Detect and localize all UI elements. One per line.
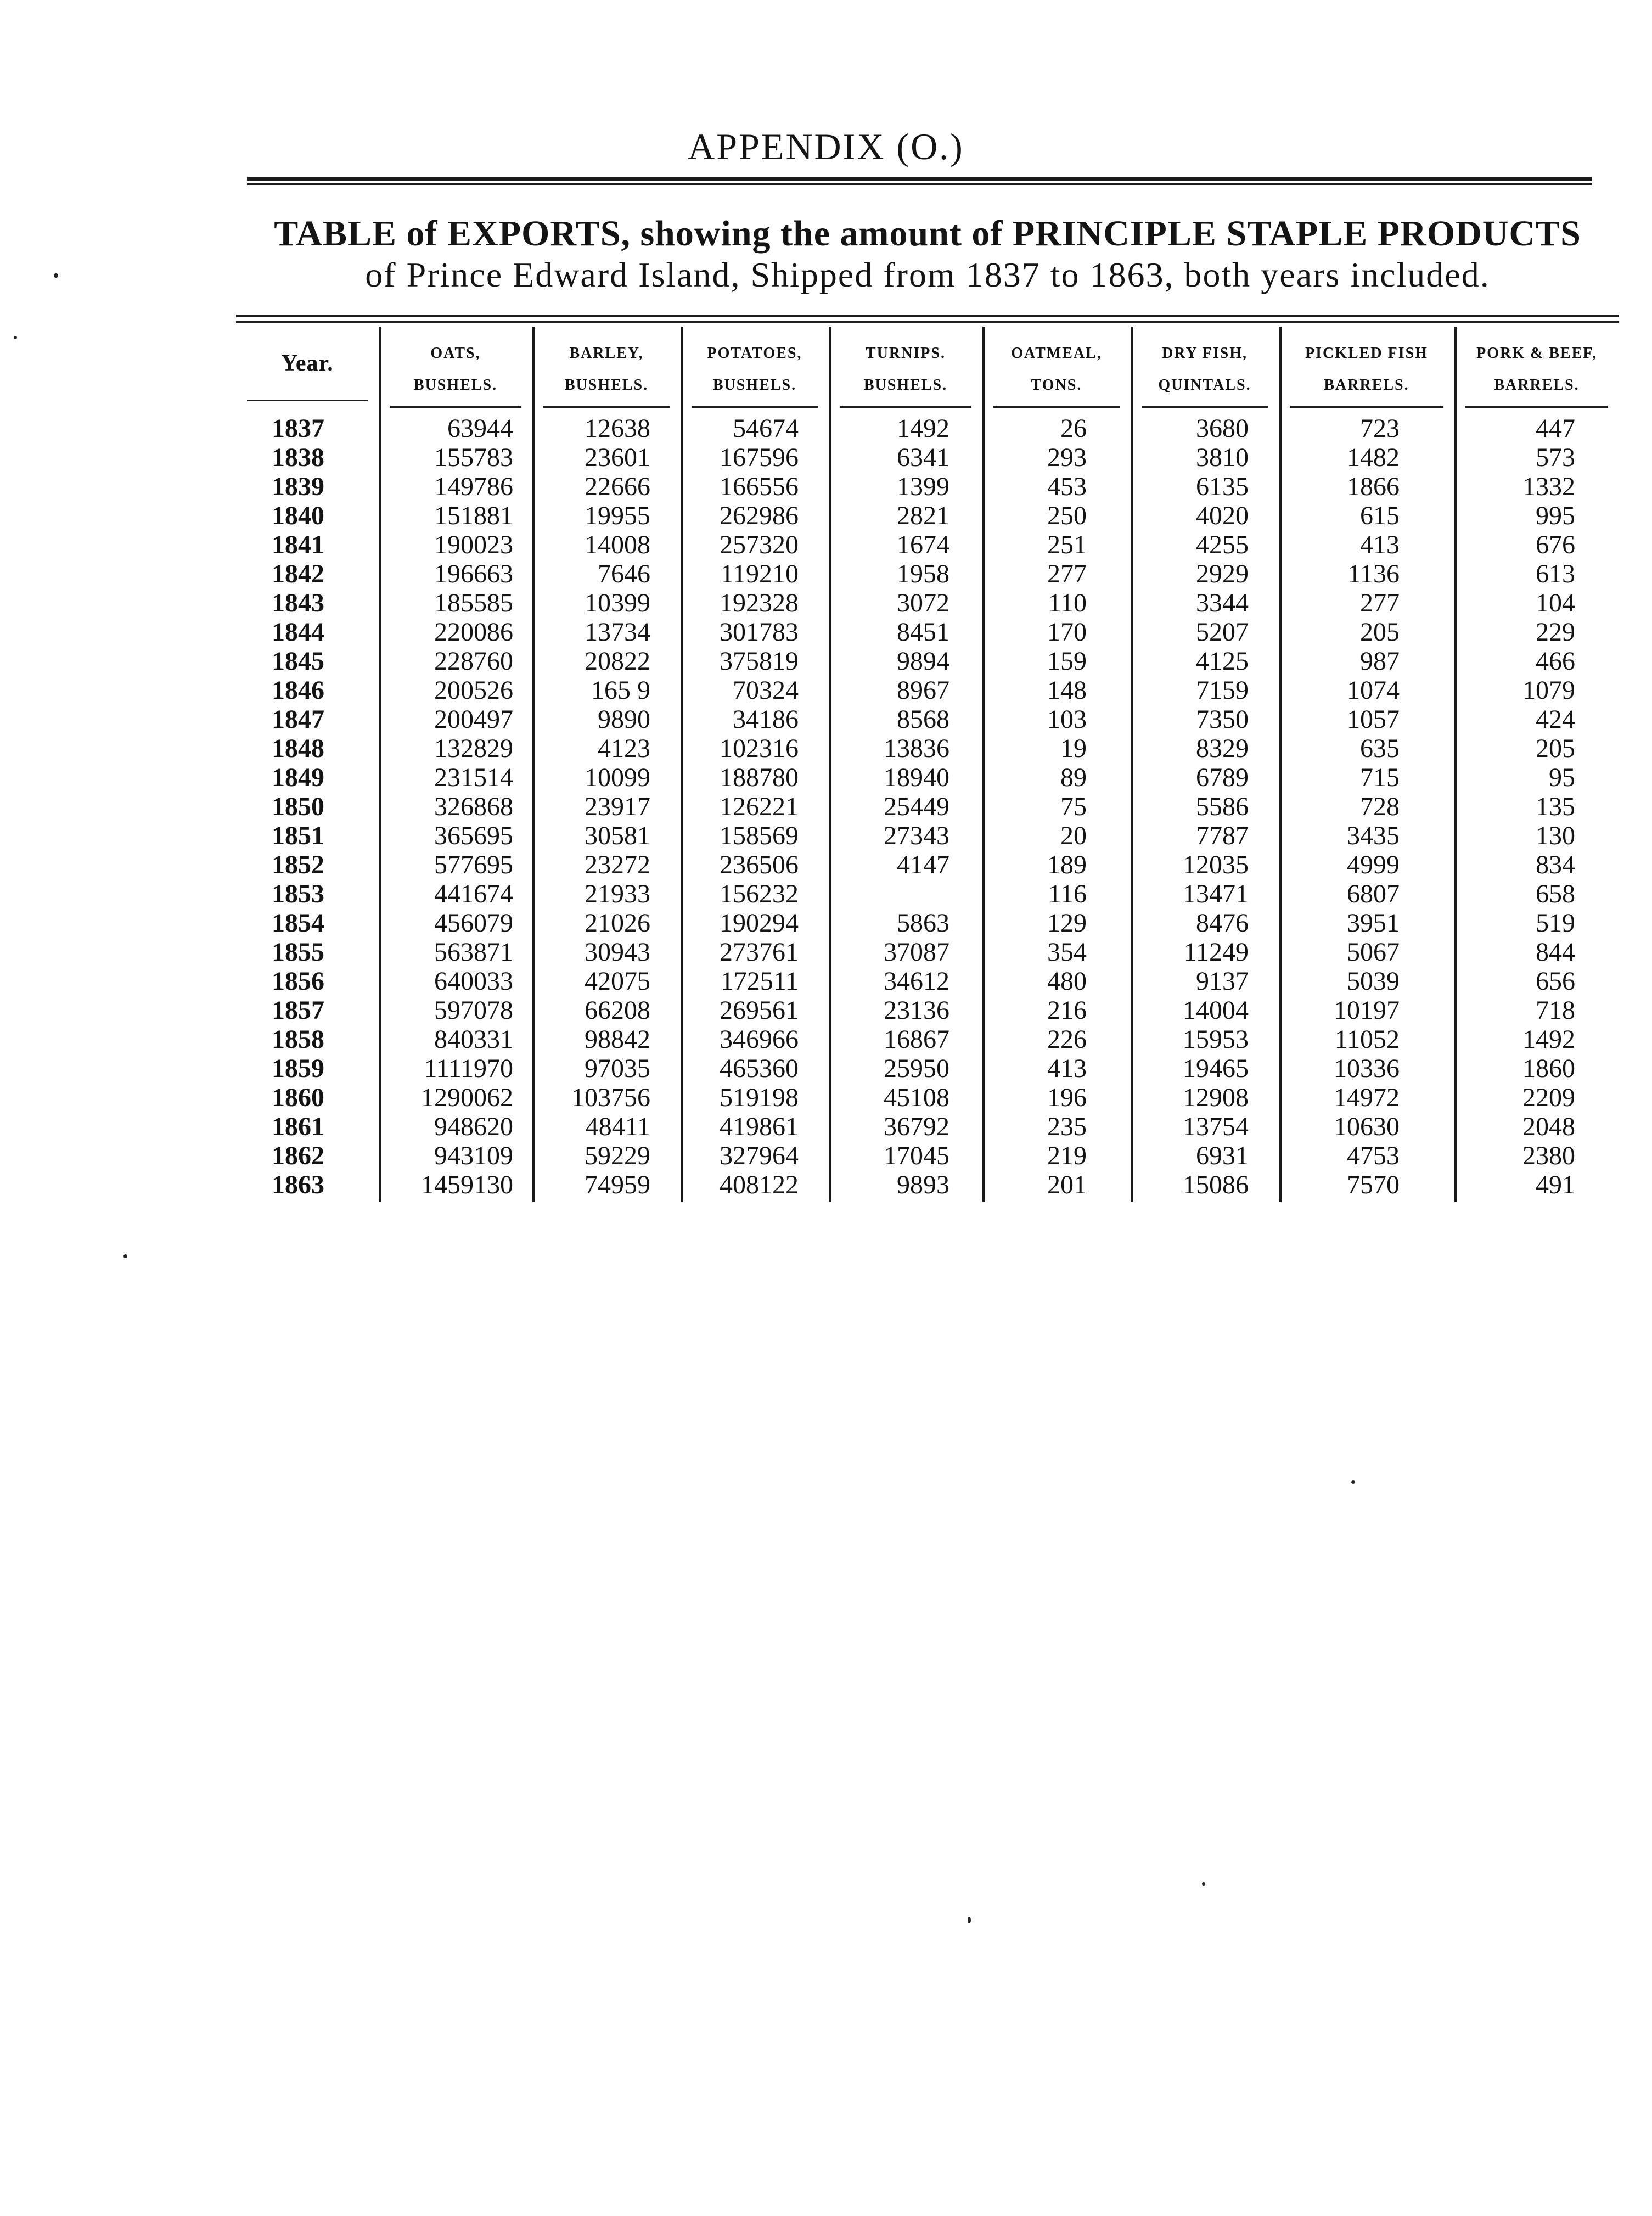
table-cell: 2209	[1522, 1083, 1575, 1112]
table-cell: 408122	[720, 1170, 799, 1199]
table-cell: 2048	[1522, 1112, 1575, 1141]
year-cell: 1862	[272, 1141, 324, 1170]
table-cell: 613	[1536, 559, 1575, 588]
table-cell: 1674	[897, 530, 949, 559]
table-cell: 3810	[1196, 443, 1249, 472]
table-cell: 30943	[585, 938, 650, 967]
table-cell: 135	[1536, 792, 1575, 821]
table-cell: 4147	[897, 850, 949, 879]
table-cell: 235	[1047, 1112, 1087, 1141]
table-title-line2: of Prince Edward Island, Shipped from 1837 to 1863, both years included.	[365, 255, 1490, 294]
table-cell: 4753	[1347, 1141, 1400, 1170]
table-cell: 6807	[1347, 879, 1400, 908]
year-cell: 1860	[272, 1083, 324, 1112]
table-cell: 573	[1536, 443, 1575, 472]
table-cell: 10336	[1334, 1054, 1400, 1083]
table-cell: 1136	[1347, 559, 1400, 588]
table-cell: 11249	[1183, 938, 1249, 967]
header-underline	[1290, 406, 1443, 408]
table-cell: 10399	[585, 588, 650, 618]
table-cell: 130	[1536, 821, 1575, 850]
table-cell: 7159	[1196, 676, 1249, 705]
table-cell: 840331	[434, 1025, 513, 1054]
header-underline	[692, 406, 818, 408]
table-cell: 1459130	[421, 1170, 513, 1199]
table-cell: 250	[1047, 501, 1087, 530]
table-cell: 59229	[585, 1141, 650, 1170]
ink-speck	[1351, 1480, 1355, 1484]
table-cell: 45108	[884, 1083, 949, 1112]
table-cell: 119210	[720, 559, 799, 588]
table-cell: 5586	[1196, 792, 1249, 821]
table-cell: 18940	[884, 763, 949, 792]
column-header: POTATOES, BUSHELS.	[707, 345, 802, 394]
table-cell: 14972	[1334, 1083, 1400, 1112]
table-cell: 465360	[720, 1054, 799, 1083]
table-cell: 2929	[1196, 559, 1249, 588]
column-header: Year.	[281, 351, 334, 376]
table-cell: 424	[1536, 705, 1575, 734]
table-cell: 7646	[598, 559, 650, 588]
table-cell: 987	[1360, 647, 1400, 676]
table-cell: 5039	[1347, 967, 1400, 996]
table-cell: 189	[1047, 850, 1087, 879]
table-cell: 129	[1047, 908, 1087, 938]
table-cell: 948620	[434, 1112, 513, 1141]
year-cell: 1861	[272, 1112, 324, 1141]
year-cell: 1850	[272, 792, 324, 821]
table-cell: 354	[1047, 938, 1087, 967]
table-cell: 640033	[434, 967, 513, 996]
heading-rule-bottom	[247, 183, 1592, 185]
table-cell: 102316	[720, 734, 799, 763]
table-cell: 615	[1360, 501, 1400, 530]
table-cell: 257320	[720, 530, 799, 559]
year-cell: 1859	[272, 1054, 324, 1083]
year-cell: 1840	[272, 501, 324, 530]
table-cell: 201	[1047, 1170, 1087, 1199]
table-cell: 103	[1047, 705, 1087, 734]
table-cell: 97035	[585, 1054, 650, 1083]
table-cell: 419861	[720, 1112, 799, 1141]
table-cell: 188780	[720, 763, 799, 792]
table-cell: 151881	[434, 501, 513, 530]
year-cell: 1848	[272, 734, 324, 763]
table-cell: 104	[1536, 588, 1575, 618]
table-cell: 103756	[571, 1083, 650, 1112]
table-cell: 216	[1047, 996, 1087, 1025]
table-cell: 5067	[1347, 938, 1400, 967]
table-cell: 1332	[1522, 472, 1575, 501]
table-cell: 413	[1047, 1054, 1087, 1083]
table-cell: 656	[1536, 967, 1575, 996]
table-cell: 219	[1047, 1141, 1087, 1170]
year-cell: 1863	[272, 1170, 324, 1199]
table-cell: 63944	[447, 414, 513, 443]
table-cell: 262986	[720, 501, 799, 530]
table-cell: 4020	[1196, 501, 1249, 530]
table-cell: 23917	[585, 792, 650, 821]
table-cell: 8451	[897, 618, 949, 647]
header-underline	[993, 406, 1120, 408]
table-cell: 1860	[1522, 1054, 1575, 1083]
table-cell: 26	[1060, 414, 1087, 443]
table-cell: 190294	[720, 908, 799, 938]
table-cell: 170	[1047, 618, 1087, 647]
table-cell: 200497	[434, 705, 513, 734]
table-cell: 293	[1047, 443, 1087, 472]
table-cell: 346966	[720, 1025, 799, 1054]
table-cell: 519198	[720, 1083, 799, 1112]
table-cell: 7787	[1196, 821, 1249, 850]
table-title-line1: TABLE of EXPORTS, showing the amount of PRINCIPLE STAPLE PRODUCTS	[274, 214, 1581, 254]
year-cell: 1838	[272, 443, 324, 472]
table-top-rule-thin	[236, 321, 1619, 323]
table-cell: 20	[1060, 821, 1087, 850]
table-cell: 23272	[585, 850, 650, 879]
table-cell: 251	[1047, 530, 1087, 559]
year-cell: 1839	[272, 472, 324, 501]
year-cell: 1851	[272, 821, 324, 850]
table-cell: 844	[1536, 938, 1575, 967]
table-cell: 4255	[1196, 530, 1249, 559]
year-cell: 1857	[272, 996, 324, 1025]
table-cell: 42075	[585, 967, 650, 996]
table-cell: 25449	[884, 792, 949, 821]
table-cell: 676	[1536, 530, 1575, 559]
table-cell: 110	[1048, 588, 1087, 618]
column-divider	[681, 327, 683, 1202]
table-cell: 326868	[434, 792, 513, 821]
column-header: PICKLED FISH BARRELS.	[1305, 345, 1428, 394]
table-cell: 196	[1047, 1083, 1087, 1112]
table-cell: 19955	[585, 501, 650, 530]
column-header: TURNIPS. BUSHELS.	[863, 345, 948, 394]
table-cell: 1290062	[421, 1083, 513, 1112]
table-cell: 9894	[897, 647, 949, 676]
table-cell: 597078	[434, 996, 513, 1025]
table-cell: 13471	[1183, 879, 1249, 908]
table-cell: 13734	[585, 618, 650, 647]
table-cell: 21933	[585, 879, 650, 908]
table-cell: 8568	[897, 705, 949, 734]
ink-speck	[968, 1917, 971, 1923]
table-cell: 236506	[720, 850, 799, 879]
column-header: PORK & BEEF, BARRELS.	[1476, 345, 1597, 394]
table-cell: 5863	[897, 908, 949, 938]
year-cell: 1854	[272, 908, 324, 938]
table-top-rule	[236, 315, 1619, 317]
table-cell: 728	[1360, 792, 1400, 821]
header-underline	[390, 406, 521, 408]
table-cell: 166556	[720, 472, 799, 501]
table-cell: 196663	[434, 559, 513, 588]
table-cell: 635	[1360, 734, 1400, 763]
table-cell: 75	[1060, 792, 1087, 821]
year-cell: 1846	[272, 676, 324, 705]
table-cell: 98842	[585, 1025, 650, 1054]
table-cell: 23136	[884, 996, 949, 1025]
column-divider	[1454, 327, 1457, 1202]
table-cell: 158569	[720, 821, 799, 850]
table-cell: 375819	[720, 647, 799, 676]
table-cell: 30581	[585, 821, 650, 850]
table-cell: 577695	[434, 850, 513, 879]
table-cell: 6341	[897, 443, 949, 472]
table-cell: 15086	[1183, 1170, 1249, 1199]
table-cell: 7570	[1347, 1170, 1400, 1199]
table-cell: 718	[1536, 996, 1575, 1025]
table-cell: 8329	[1196, 734, 1249, 763]
table-cell: 149786	[434, 472, 513, 501]
table-cell: 10630	[1334, 1112, 1400, 1141]
table-cell: 1492	[1522, 1025, 1575, 1054]
table-cell: 228760	[434, 647, 513, 676]
table-cell: 12908	[1183, 1083, 1249, 1112]
table-cell: 3072	[897, 588, 949, 618]
heading-rule-top	[247, 177, 1592, 181]
table-cell: 25950	[884, 1054, 949, 1083]
table-cell: 6789	[1196, 763, 1249, 792]
table-cell: 14008	[585, 530, 650, 559]
table-cell: 277	[1047, 559, 1087, 588]
year-cell: 1847	[272, 705, 324, 734]
table-cell: 126221	[720, 792, 799, 821]
table-cell: 34186	[733, 705, 799, 734]
table-cell: 5207	[1196, 618, 1249, 647]
column-divider	[982, 327, 985, 1202]
year-cell: 1842	[272, 559, 324, 588]
table-cell: 480	[1047, 967, 1087, 996]
table-cell: 23601	[585, 443, 650, 472]
table-cell: 491	[1536, 1170, 1575, 1199]
table-cell: 9893	[897, 1170, 949, 1199]
table-cell: 34612	[884, 967, 949, 996]
table-cell: 95	[1549, 763, 1575, 792]
column-header: OATMEAL, TONS.	[1011, 345, 1102, 394]
table-cell: 943109	[434, 1141, 513, 1170]
table-cell: 447	[1536, 414, 1575, 443]
table-cell: 1482	[1347, 443, 1400, 472]
year-cell: 1843	[272, 588, 324, 618]
table-cell: 15953	[1183, 1025, 1249, 1054]
table-cell: 1074	[1347, 676, 1400, 705]
table-cell: 563871	[434, 938, 513, 967]
year-cell: 1858	[272, 1025, 324, 1054]
table-cell: 172511	[720, 967, 799, 996]
table-cell: 834	[1536, 850, 1575, 879]
table-cell: 4125	[1196, 647, 1249, 676]
table-cell: 165 9	[591, 676, 650, 705]
table-cell: 3435	[1347, 821, 1400, 850]
year-cell: 1856	[272, 967, 324, 996]
column-header: BARLEY, BUSHELS.	[564, 345, 649, 394]
table-cell: 519	[1536, 908, 1575, 938]
table-cell: 19	[1060, 734, 1087, 763]
table-cell: 205	[1536, 734, 1575, 763]
header-underline	[543, 406, 670, 408]
table-cell: 3344	[1196, 588, 1249, 618]
table-cell: 1492	[897, 414, 949, 443]
column-divider	[532, 327, 535, 1202]
table-cell: 19465	[1183, 1054, 1249, 1083]
table-cell: 1111970	[424, 1054, 513, 1083]
column-divider	[1279, 327, 1282, 1202]
table-cell: 4123	[598, 734, 650, 763]
year-cell: 1841	[272, 530, 324, 559]
table-cell: 220086	[434, 618, 513, 647]
table-cell: 14004	[1183, 996, 1249, 1025]
table-cell: 167596	[720, 443, 799, 472]
appendix-heading: APPENDIX (O.)	[688, 126, 964, 167]
table-cell: 456079	[434, 908, 513, 938]
table-cell: 22666	[585, 472, 650, 501]
table-cell: 273761	[720, 938, 799, 967]
table-cell: 301783	[720, 618, 799, 647]
table-cell: 6135	[1196, 472, 1249, 501]
column-header: DRY FISH, QUINTALS.	[1158, 345, 1251, 394]
table-cell: 48411	[585, 1112, 650, 1141]
table-cell: 13754	[1183, 1112, 1249, 1141]
table-cell: 200526	[434, 676, 513, 705]
table-cell: 995	[1536, 501, 1575, 530]
table-cell: 36792	[884, 1112, 949, 1141]
table-cell: 277	[1360, 588, 1400, 618]
table-cell: 327964	[720, 1141, 799, 1170]
year-cell: 1853	[272, 879, 324, 908]
table-cell: 441674	[434, 879, 513, 908]
table-cell: 269561	[720, 996, 799, 1025]
table-cell: 12638	[585, 414, 650, 443]
year-cell: 1849	[272, 763, 324, 792]
table-cell: 4999	[1347, 850, 1400, 879]
table-cell: 16867	[884, 1025, 949, 1054]
table-cell: 70324	[733, 676, 799, 705]
table-cell: 8967	[897, 676, 949, 705]
table-cell: 1958	[897, 559, 949, 588]
table-cell: 89	[1060, 763, 1087, 792]
table-cell: 658	[1536, 879, 1575, 908]
table-cell: 156232	[720, 879, 799, 908]
year-cell: 1855	[272, 938, 324, 967]
table-cell: 37087	[884, 938, 949, 967]
table-cell: 723	[1360, 414, 1400, 443]
table-cell: 20822	[585, 647, 650, 676]
table-cell: 17045	[884, 1141, 949, 1170]
header-underline	[247, 400, 368, 401]
table-cell: 2821	[897, 501, 949, 530]
table-cell: 185585	[434, 588, 513, 618]
table-cell: 2380	[1522, 1141, 1575, 1170]
table-cell: 10099	[585, 763, 650, 792]
table-cell: 13836	[884, 734, 949, 763]
table-cell: 11052	[1334, 1025, 1400, 1054]
table-cell: 413	[1360, 530, 1400, 559]
ink-speck	[1202, 1882, 1205, 1886]
ink-speck	[54, 273, 58, 278]
table-cell: 1079	[1522, 676, 1575, 705]
table-cell: 466	[1536, 647, 1575, 676]
table-cell: 3680	[1196, 414, 1249, 443]
header-underline	[1142, 406, 1268, 408]
table-cell: 8476	[1196, 908, 1249, 938]
year-cell: 1845	[272, 647, 324, 676]
table-cell: 9890	[598, 705, 650, 734]
column-divider	[829, 327, 831, 1202]
table-cell: 12035	[1183, 850, 1249, 879]
column-header: OATS, BUSHELS.	[413, 345, 498, 394]
table-cell: 10197	[1334, 996, 1400, 1025]
table-cell: 226	[1047, 1025, 1087, 1054]
table-cell: 155783	[434, 443, 513, 472]
table-cell: 229	[1536, 618, 1575, 647]
table-cell: 1866	[1347, 472, 1400, 501]
ink-speck	[123, 1254, 127, 1258]
table-cell: 7350	[1196, 705, 1249, 734]
table-cell: 148	[1047, 676, 1087, 705]
year-cell: 1837	[272, 414, 324, 443]
table-cell: 453	[1047, 472, 1087, 501]
table-cell: 1399	[897, 472, 949, 501]
header-underline	[1465, 406, 1608, 408]
table-cell: 1057	[1347, 705, 1400, 734]
header-underline	[840, 406, 971, 408]
table-cell: 6931	[1196, 1141, 1249, 1170]
year-cell: 1844	[272, 618, 324, 647]
table-cell: 365695	[434, 821, 513, 850]
table-cell: 116	[1048, 879, 1087, 908]
table-cell: 21026	[585, 908, 650, 938]
year-cell: 1852	[272, 850, 324, 879]
table-cell: 190023	[434, 530, 513, 559]
table-cell: 74959	[585, 1170, 650, 1199]
table-cell: 54674	[733, 414, 799, 443]
ink-speck	[14, 336, 17, 339]
column-divider	[379, 327, 381, 1202]
column-divider	[1131, 327, 1133, 1202]
table-cell: 715	[1360, 763, 1400, 792]
table-cell: 66208	[585, 996, 650, 1025]
table-cell: 27343	[884, 821, 949, 850]
table-cell: 231514	[434, 763, 513, 792]
table-cell: 3951	[1347, 908, 1400, 938]
table-cell: 132829	[434, 734, 513, 763]
table-cell: 192328	[720, 588, 799, 618]
table-cell: 205	[1360, 618, 1400, 647]
table-cell: 9137	[1196, 967, 1249, 996]
table-cell: 159	[1047, 647, 1087, 676]
